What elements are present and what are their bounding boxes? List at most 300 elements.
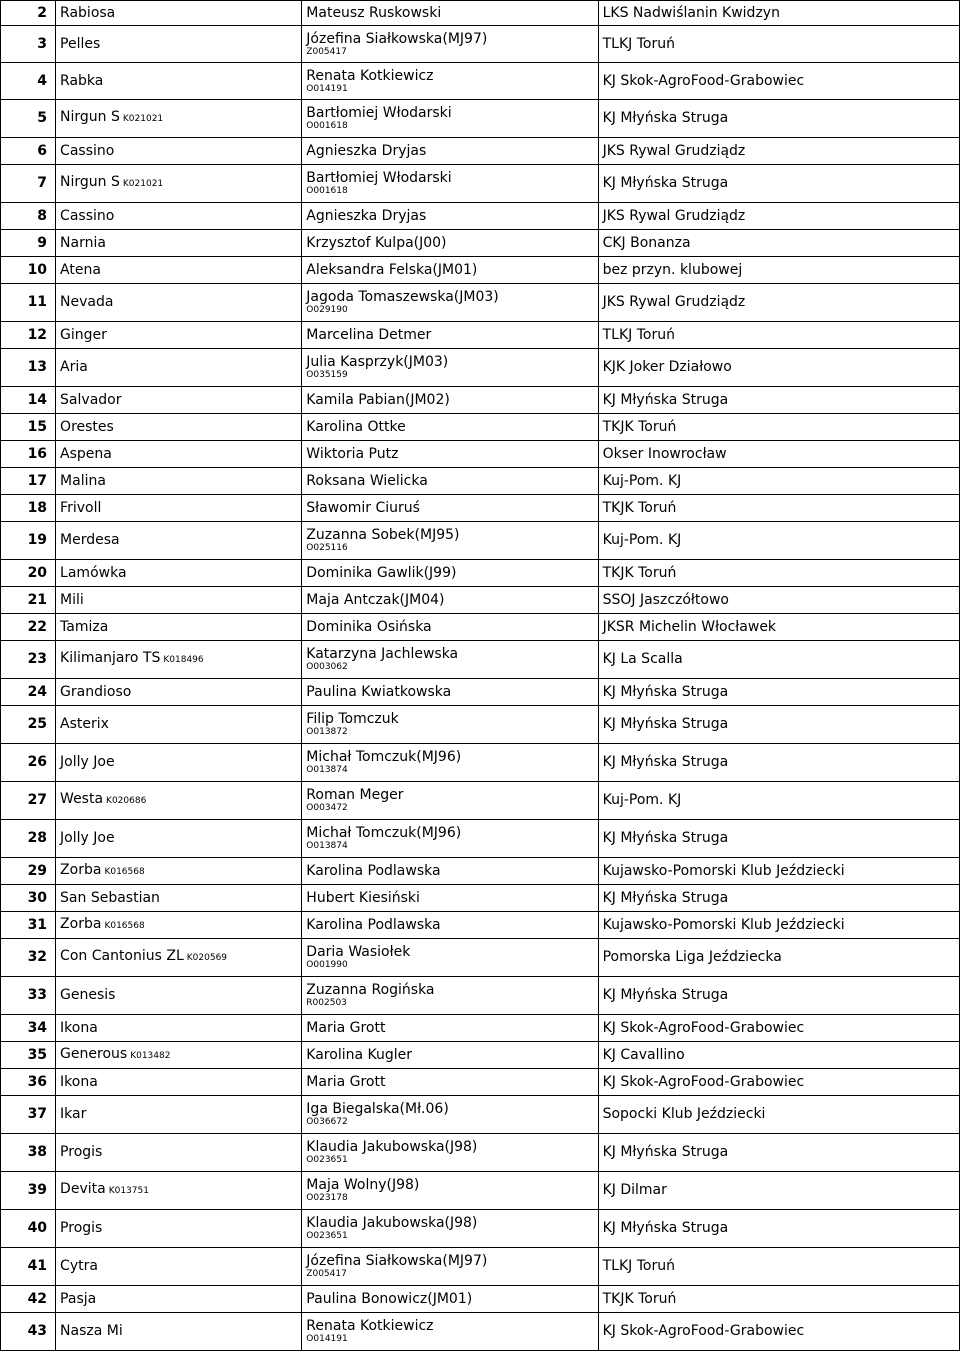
rider-name: Krzysztof Kulpa(J00) [306,234,447,251]
start-number: 22 [1,614,56,641]
horse-cell [56,203,302,230]
horse-cell [56,744,302,782]
horse-cell [56,587,302,614]
club-cell: Pomorska Liga Jeździecka [598,939,959,977]
club-cell: KJ Skok-AgroFood-Grabowiec [598,63,959,100]
rider-name: Daria Wasiołek [306,944,411,960]
horse-name: Devita [60,1181,106,1197]
table-row [1,820,960,858]
rider-cell [302,1069,598,1096]
horse-id: K020569 [186,953,228,963]
club-cell: KJK Joker Działowo [598,349,959,387]
horse-name: Pelles [60,35,101,52]
rider-cell [302,939,598,977]
table-row [1,1,960,26]
start-number: 5 [1,100,56,138]
table-row [1,587,960,614]
club-cell: Kujawsko-Pomorski Klub Jeździecki [598,912,959,939]
table-row [1,1172,960,1210]
club-cell: KJ Młyńska Struga [598,679,959,706]
club-cell: KJ Skok-AgroFood-Grabowiec [598,1069,959,1096]
start-number: 15 [1,414,56,441]
horse-id: K020686 [106,796,147,806]
start-number: 20 [1,560,56,587]
table-row [1,1313,960,1351]
horse-cell [56,414,302,441]
start-number: 19 [1,522,56,560]
rider-name: Maria Grott [306,1019,386,1036]
start-number: 10 [1,257,56,284]
rider-cell [302,414,598,441]
horse-cell [56,614,302,641]
horse-cell [56,63,302,100]
start-number: 32 [1,939,56,977]
club-cell: KJ Młyńska Struga [598,387,959,414]
club-cell: KJ Dilmar [598,1172,959,1210]
start-number: 24 [1,679,56,706]
table-row [1,522,960,560]
club-cell: JKSR Michelin Włocławek [598,614,959,641]
horse-name: Progis [60,1144,103,1160]
horse-name: Malina [60,472,106,489]
horse-cell [56,641,302,679]
start-number: 14 [1,387,56,414]
club-cell: Kujawsko-Pomorski Klub Jeździecki [598,858,959,885]
rider-id: O029190 [306,305,348,315]
rider-cell [302,322,598,349]
club-cell: KJ Skok-AgroFood-Grabowiec [598,1015,959,1042]
horse-cell [56,560,302,587]
rider-id: O013872 [306,727,348,737]
club-cell: LKS Nadwiślanin Kwidzyn [598,1,959,26]
table-row [1,744,960,782]
table-row [1,1015,960,1042]
club-cell: KJ Młyńska Struga [598,165,959,203]
start-number: 17 [1,468,56,495]
rider-cell [302,858,598,885]
rider-cell [302,468,598,495]
start-number: 16 [1,441,56,468]
horse-name: Merdesa [60,532,120,548]
rider-id: O013874 [306,765,348,775]
table-row [1,230,960,257]
horse-name: Frivoll [60,499,102,516]
horse-cell [56,679,302,706]
club-cell: JKS Rywal Grudziądz [598,203,959,230]
horse-name: San Sebastian [60,889,160,906]
rider-cell [302,441,598,468]
rider-cell [302,744,598,782]
horse-cell [56,1248,302,1286]
club-cell: KJ Skok-AgroFood-Grabowiec [598,1313,959,1351]
rider-cell [302,522,598,560]
horse-name: Jolly Joe [60,830,115,846]
horse-name: Progis [60,1220,103,1236]
horse-name: Atena [60,261,101,278]
horse-name: Pasja [60,1290,97,1307]
rider-name: Hubert Kiesiński [306,889,420,906]
club-cell: TLKJ Toruń [598,322,959,349]
rider-cell [302,284,598,322]
rider-cell [302,706,598,744]
horse-cell [56,885,302,912]
horse-cell [56,230,302,257]
rider-name: Michał Tomczuk(MJ96) [306,825,462,841]
horse-cell [56,858,302,885]
horse-cell [56,1210,302,1248]
table-row [1,1096,960,1134]
horse-name: Rabiosa [60,4,116,21]
rider-name: Katarzyna Jachlewska [306,646,459,662]
club-cell: KJ Młyńska Struga [598,1134,959,1172]
rider-cell [302,560,598,587]
club-cell: KJ Młyńska Struga [598,100,959,138]
start-number: 18 [1,495,56,522]
start-number: 11 [1,284,56,322]
horse-cell [56,257,302,284]
rider-cell [302,587,598,614]
rider-id: O013874 [306,841,348,851]
horse-id: K013482 [130,1050,171,1061]
club-cell: TKJK Toruń [598,414,959,441]
start-number: 43 [1,1313,56,1351]
table-row [1,679,960,706]
club-cell: bez przyn. klubowej [598,257,959,284]
start-number: 4 [1,63,56,100]
club-cell: TKJK Toruń [598,560,959,587]
club-cell: KJ Młyńska Struga [598,885,959,912]
rider-cell [302,1134,598,1172]
club-cell: TKJK Toruń [598,495,959,522]
club-cell: Kuj-Pom. KJ [598,468,959,495]
table-row [1,885,960,912]
horse-cell [56,284,302,322]
horse-cell [56,977,302,1015]
horse-cell [56,522,302,560]
table-row [1,468,960,495]
table-row [1,1286,960,1313]
table-row [1,165,960,203]
horse-cell [56,468,302,495]
rider-id: O003062 [306,662,348,672]
table-row [1,912,960,939]
rider-cell [302,1,598,26]
rider-name: Karolina Kugler [306,1046,413,1063]
start-number: 38 [1,1134,56,1172]
rider-name: Józefina Siałkowska(MJ97) [306,30,488,47]
start-number: 29 [1,858,56,885]
rider-name: Paulina Bonowicz(JM01) [306,1290,473,1307]
rider-id: O023651 [306,1155,348,1165]
horse-cell [56,349,302,387]
table-row [1,63,960,100]
rider-id: O014191 [306,1334,348,1344]
horse-cell [56,820,302,858]
horse-id: K013751 [108,1186,149,1196]
rider-name: Agnieszka Dryjas [306,207,427,224]
horse-name: Jolly Joe [60,754,115,770]
table-row [1,706,960,744]
horse-name: Asterix [60,716,109,732]
start-number: 23 [1,641,56,679]
horse-name: Zorba [60,861,102,878]
table-row [1,100,960,138]
rider-name: Agnieszka Dryjas [306,142,427,159]
horse-cell [56,26,302,63]
rider-id: O035159 [306,370,348,380]
rider-name: Józefina Siałkowska(MJ97) [306,1253,488,1269]
rider-name: Jagoda Tomaszewska(JM03) [306,289,499,305]
rider-id: O001990 [306,960,348,970]
horse-cell [56,1286,302,1313]
horse-name: Ikar [60,1106,87,1122]
club-cell: KJ Młyńska Struga [598,1210,959,1248]
rider-id: O001618 [306,121,348,131]
rider-name: Mateusz Ruskowski [306,4,442,21]
start-number: 37 [1,1096,56,1134]
horse-cell [56,441,302,468]
rider-cell [302,885,598,912]
start-number: 3 [1,26,56,63]
rider-cell [302,977,598,1015]
horse-name: Cassino [60,207,115,224]
start-number: 28 [1,820,56,858]
table-row [1,414,960,441]
horse-name: Westa [60,791,104,807]
rider-cell [302,1172,598,1210]
horse-name: Ikona [60,1073,98,1090]
horse-cell [56,706,302,744]
horse-name: Nirgun S [60,174,120,190]
rider-name: Karolina Podlawska [306,862,441,879]
rider-name: Filip Tomczuk [306,711,399,727]
rider-name: Maja Wolny(J98) [306,1177,420,1193]
horse-id: K016568 [104,866,145,877]
table-row [1,203,960,230]
horse-name: Genesis [60,987,116,1003]
start-number: 26 [1,744,56,782]
table-row [1,1042,960,1069]
rider-name: Bartłomiej Włodarski [306,105,452,121]
horse-name: Narnia [60,234,106,251]
horse-cell [56,1172,302,1210]
table-row [1,858,960,885]
rider-cell [302,679,598,706]
horse-cell [56,1042,302,1069]
rider-name: Karolina Ottke [306,418,406,435]
horse-cell [56,782,302,820]
club-cell: KJ Młyńska Struga [598,706,959,744]
table-row [1,641,960,679]
table-row [1,322,960,349]
horse-id: K021021 [122,114,164,124]
rider-name: Roman Meger [306,787,404,803]
horse-cell [56,495,302,522]
rider-id: Z005417 [306,1269,347,1279]
start-number: 42 [1,1286,56,1313]
rider-name: Renata Kotkiewicz [306,1318,434,1334]
rider-name: Michał Tomczuk(MJ96) [306,749,462,765]
rider-cell [302,1015,598,1042]
rider-name: Zuzanna Rogińska [306,982,435,998]
rider-cell [302,1313,598,1351]
start-number: 6 [1,138,56,165]
start-number: 40 [1,1210,56,1248]
rider-cell [302,1042,598,1069]
rider-cell [302,495,598,522]
club-cell: JKS Rywal Grudziądz [598,284,959,322]
club-cell: TLKJ Toruń [598,26,959,63]
club-cell: SSOJ Jaszczółtowo [598,587,959,614]
horse-name: Orestes [60,418,114,435]
horse-name: Tamiza [60,618,109,635]
start-number: 30 [1,885,56,912]
horse-id: K018496 [163,655,204,665]
horse-name: Kilimanjaro TS [60,650,161,666]
start-number: 12 [1,322,56,349]
horse-name: Generous [60,1045,128,1062]
table-row [1,560,960,587]
horse-name: Con Cantonius ZL [60,948,184,964]
rider-cell [302,1248,598,1286]
rider-name: Karolina Podlawska [306,916,441,933]
horse-cell [56,1069,302,1096]
rider-name: Aleksandra Felska(JM01) [306,261,478,278]
club-cell: Okser Inowrocław [598,441,959,468]
rider-cell [302,257,598,284]
table-row [1,939,960,977]
rider-cell [302,138,598,165]
table-row [1,138,960,165]
rider-name: Dominika Gawlik(J99) [306,564,457,581]
rider-id: O001618 [306,186,348,196]
table-row [1,1210,960,1248]
horse-name: Mili [60,591,84,608]
start-number: 34 [1,1015,56,1042]
start-number: 13 [1,349,56,387]
club-cell: TKJK Toruń [598,1286,959,1313]
club-cell: JKS Rywal Grudziądz [598,138,959,165]
start-number: 39 [1,1172,56,1210]
horse-cell [56,387,302,414]
start-number: 9 [1,230,56,257]
horse-name: Aspena [60,445,112,462]
rider-id: O025116 [306,543,348,553]
horse-name: Lamówka [60,564,127,581]
rider-cell [302,614,598,641]
rider-cell [302,820,598,858]
rider-id: O036672 [306,1117,348,1127]
horse-name: Ikona [60,1019,98,1036]
table-row [1,1069,960,1096]
rider-cell [302,1096,598,1134]
club-cell: Sopocki Klub Jeździecki [598,1096,959,1134]
club-cell: Kuj-Pom. KJ [598,782,959,820]
horse-name: Cassino [60,142,115,159]
rider-name: Iga Biegalska(Mł.06) [306,1101,449,1117]
club-cell: KJ Cavallino [598,1042,959,1069]
rider-name: Kamila Pabian(JM02) [306,391,450,408]
horse-cell [56,138,302,165]
start-number: 35 [1,1042,56,1069]
rider-name: Roksana Wielicka [306,472,428,489]
start-number: 21 [1,587,56,614]
horse-cell [56,1134,302,1172]
rider-id: O023651 [306,1231,348,1241]
rider-cell [302,63,598,100]
rider-name: Klaudia Jakubowska(J98) [306,1215,478,1231]
rider-name: Renata Kotkiewicz [306,67,434,84]
rider-name: Sławomir Ciuruś [306,499,420,516]
rider-cell [302,1286,598,1313]
rider-name: Paulina Kwiatkowska [306,683,452,700]
horse-name: Salvador [60,391,122,408]
start-number: 25 [1,706,56,744]
rider-cell [302,203,598,230]
club-cell: Kuj-Pom. KJ [598,522,959,560]
rider-name: Maja Antczak(JM04) [306,591,445,608]
club-cell: CKJ Bonanza [598,230,959,257]
rider-name: Marcelina Detmer [306,326,432,343]
rider-name: Maria Grott [306,1073,386,1090]
horse-cell [56,1096,302,1134]
rider-name: Wiktoria Putz [306,445,399,462]
table-row [1,387,960,414]
club-cell: TLKJ Toruń [598,1248,959,1286]
horse-name: Nasza Mi [60,1323,123,1339]
table-row [1,977,960,1015]
rider-id: O014191 [306,83,348,94]
horse-cell [56,100,302,138]
horse-id: K016568 [104,920,145,931]
rider-id: O003472 [306,803,348,813]
horse-cell [56,165,302,203]
start-number: 7 [1,165,56,203]
rider-id: O023178 [306,1193,348,1203]
horse-name: Cytra [60,1258,98,1274]
start-number: 31 [1,912,56,939]
rider-name: Dominika Osińska [306,618,432,635]
rider-name: Klaudia Jakubowska(J98) [306,1139,478,1155]
rider-cell [302,782,598,820]
club-cell: KJ Młyńska Struga [598,977,959,1015]
table-row [1,1248,960,1286]
rider-id: R002503 [306,998,347,1008]
horse-name: Grandioso [60,683,132,700]
rider-name: Zuzanna Sobek(MJ95) [306,527,460,543]
start-number: 2 [1,1,56,26]
horse-name: Rabka [60,72,104,89]
rider-cell [302,641,598,679]
table-row [1,257,960,284]
table-row [1,1134,960,1172]
club-cell: KJ Młyńska Struga [598,820,959,858]
horse-name: Nirgun S [60,109,120,125]
horse-cell [56,939,302,977]
start-number: 8 [1,203,56,230]
start-number: 27 [1,782,56,820]
table-row [1,349,960,387]
rider-cell [302,230,598,257]
horse-cell [56,912,302,939]
table-row [1,441,960,468]
table-row [1,495,960,522]
rider-cell [302,26,598,63]
rider-cell [302,912,598,939]
rider-cell [302,387,598,414]
rider-cell [302,1210,598,1248]
horse-cell [56,322,302,349]
